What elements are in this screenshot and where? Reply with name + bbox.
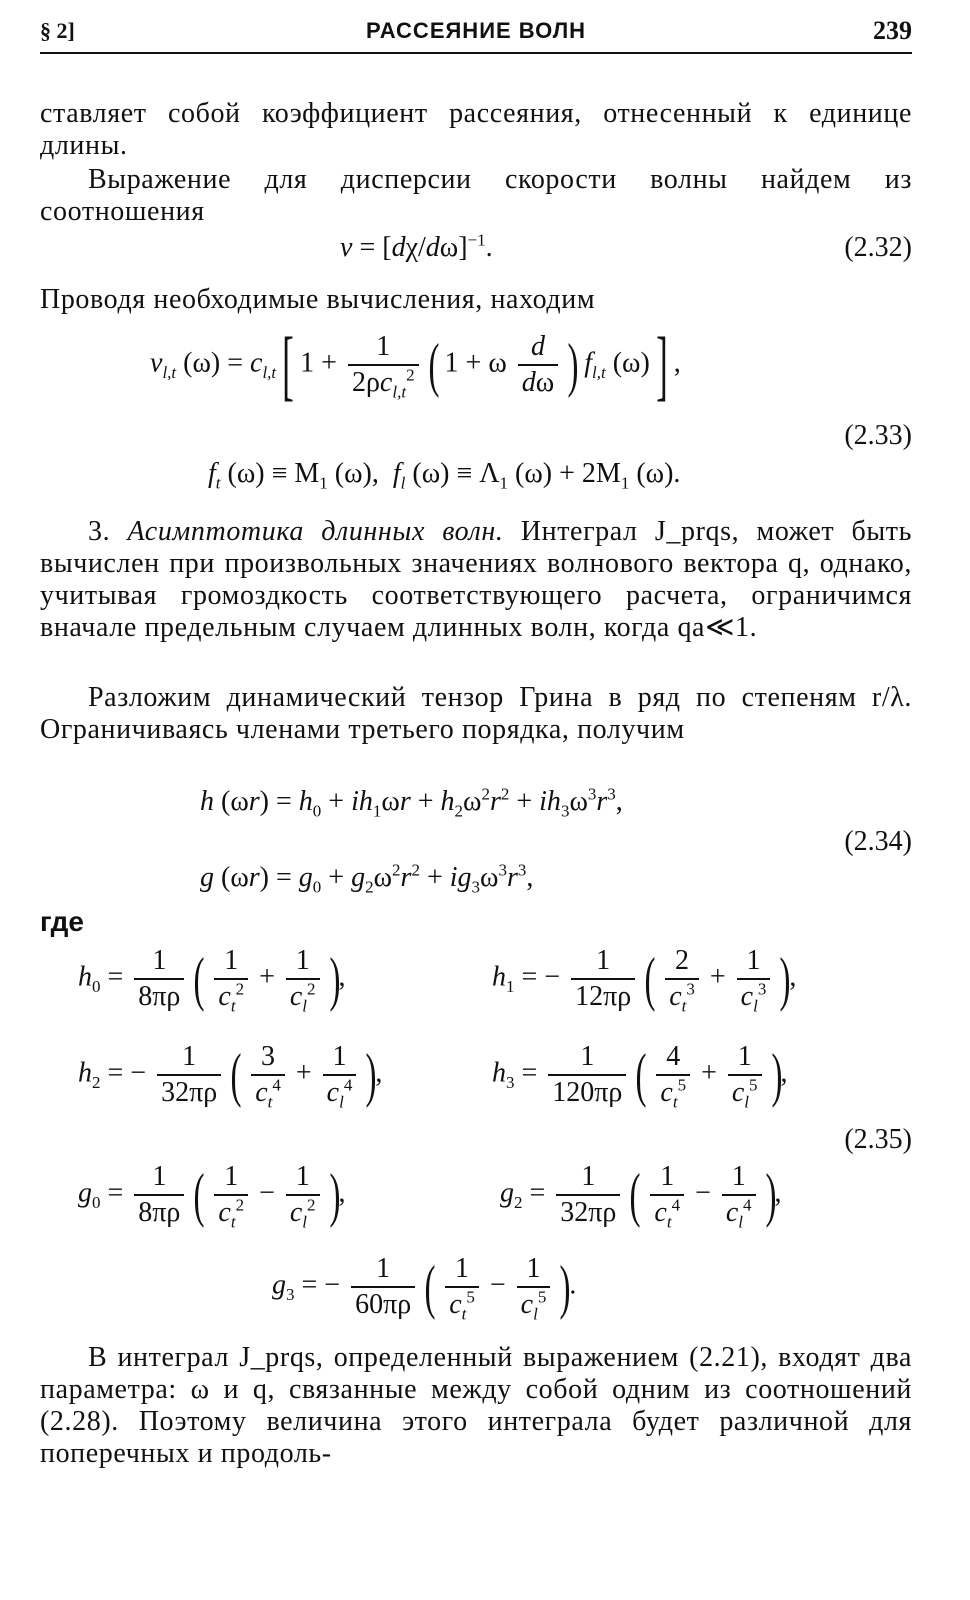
equation-2-33-functions: $f_t$ $(\omega) \equiv M_1$ (ω), $f_l$ $(\omega) \equiv \Lambda_1$ $(\omega) + 2M_1$ (ω). [208,458,681,493]
section-marker: § 2] [40,18,75,43]
equation-2-34-h: h $(\omega r) = h_0 + ih_1\omega r + h_2\omega^2r^2 + ih_3\omega^3r^3$, [200,784,623,821]
paragraph-3: Проводя необходимые вычисления, находим [40,284,596,315]
equation-g2: $g_2$ = $\frac{1}{32\pi\rho}$ ( $\frac{1}{c_t^4}$ − $\frac{1}{c_l^4}$ ), [500,1161,782,1232]
paragraph-4 [40,516,912,644]
equation-h1: $h_1$ = − $\frac{1}{12\pi\rho}$ ( $\frac{2}{c_t^3}$ + $\frac{1}{c_l^3}$ ), [492,945,797,1016]
equation-number-2-34: (2.34) [844,826,912,857]
equation-h2: $h_2$ = − $\frac{1}{32\pi\rho}$ ( $\frac{3}{c_t^4}$ + $\frac{1}{c_l^4}$ ), [78,1041,383,1112]
equation-number-2-32: (2.32) [844,232,912,263]
subsection-heading: Асимптотика длинных волн. [127,516,504,547]
running-title: РАССЕЯНИЕ ВОЛН [365,18,587,43]
equation-number-2-35: (2.35) [844,1124,912,1155]
subsection-number: 3. [88,516,111,547]
header-rule [40,52,912,54]
page-number: 239 [873,16,912,45]
paragraph-5: Разложим динамический тензор Грина в ряд по степеням r/λ. Ограничиваясь членами третьего порядка, получим [40,682,912,745]
equation-g3: $g_3$ = − $\frac{1}{60\pi\rho}$ ( $\frac{1}{c_t^5}$ − $\frac{1}{c_l^5}$ ). [272,1253,577,1324]
equation-number-2-33: (2.33) [844,420,912,451]
equation-h0: $h_0$ = $\frac{1}{8\pi\rho}$ ( $\frac{1}{c_t^2}$ + $\frac{1}{c_l^2}$ ), [78,945,346,1016]
equation-h3: $h_3$ = $\frac{1}{120\pi\rho}$ ( $\frac{4}{c_t^5}$ + $\frac{1}{c_l^5}$ ), [492,1041,788,1112]
paragraph-1: ставляет собой коэффициент рассеяния, отнесенный к единице длины. [40,98,912,161]
paragraph-4-body: Интеграл J_prqs, может быть вычислен при произвольных значениях волнового вектора q, однако, учитывая громоздкость соответствующего расчета, ограничимся вначале предельным случаем длинных волн, когда qa≪1. [40,516,912,643]
equation-2-33-velocity: $v_{l,t}$ $(\omega) = c_{l,t}$ [ 1 + $\frac{1}{2\rho c_{l,t}^2}$ ( 1 + ω $\frac{d}{d\omega}$ ) $f_{l,t}$ (ω) ] , [150,321,681,408]
paragraph-2: Выражение для дисперсии скорости волны найдем из соотношения [40,164,912,227]
equation-2-34-g: g $(\omega r) = g_0 + g_2\omega^2r^2 + ig_3\omega^3r^3$, [200,860,534,897]
equation-g0: $g_0$ = $\frac{1}{8\pi\rho}$ ( $\frac{1}{c_t^2}$ − $\frac{1}{c_l^2}$ ), [78,1161,346,1232]
paragraph-6: В интеграл J_prqs, определенный выражением (2.21), входят два параметра: ω и q, связанные между собой одним из соотношений (2.28). Поэтому величина этого интеграла будет различной для поперечных и продоль- [40,1342,912,1469]
equation-2-32: $v = [d\chi/d\omega]^{-1}$. [340,230,493,263]
where-label: где [40,906,84,937]
running-header [40,12,912,48]
